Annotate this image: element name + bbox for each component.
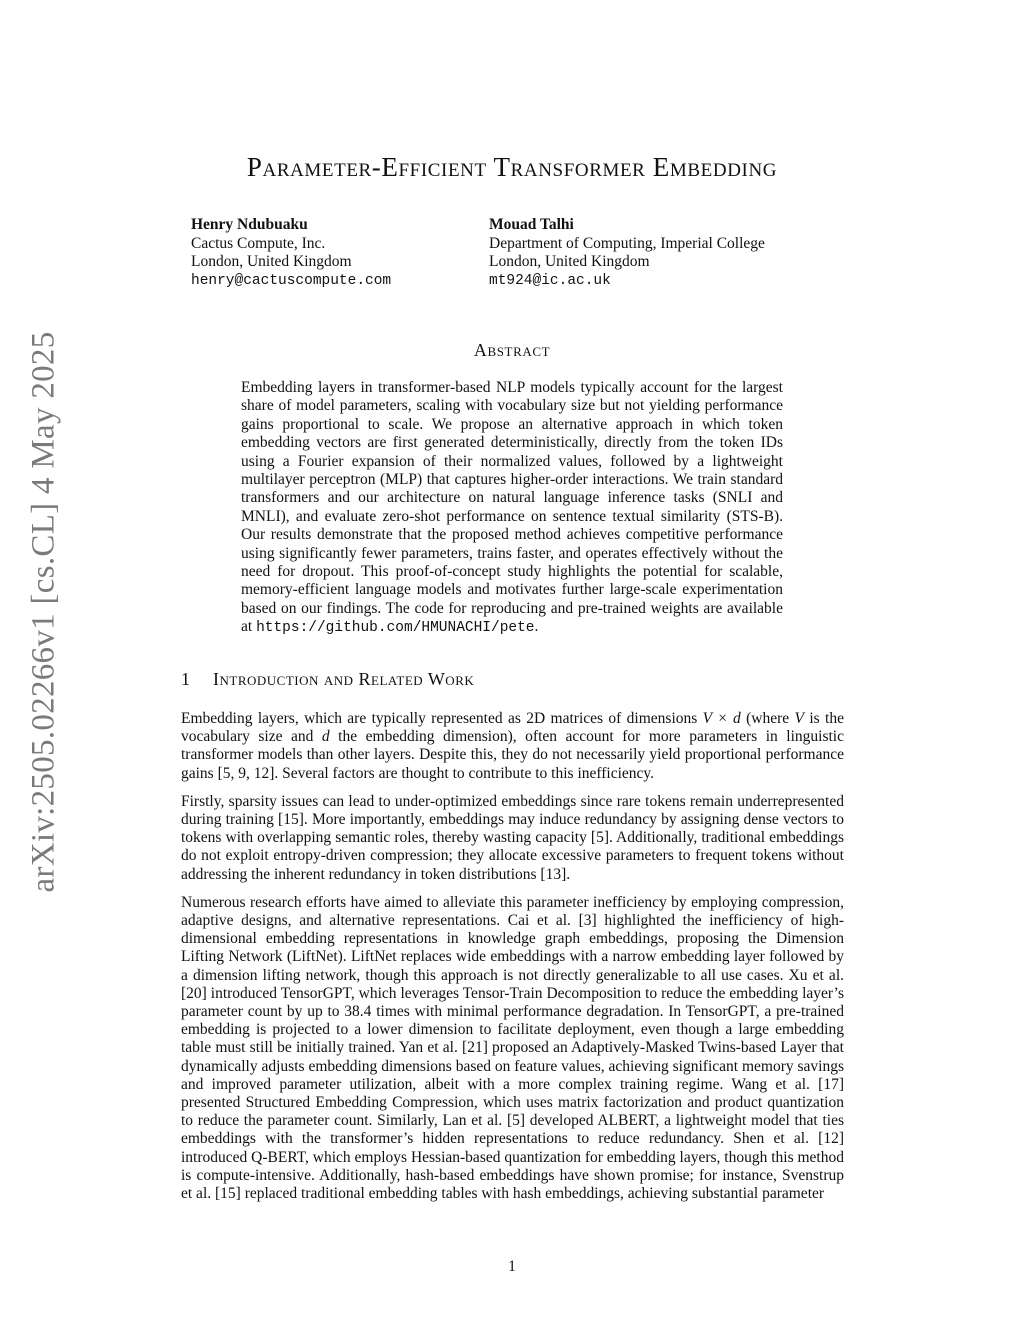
paragraph-text: (where [740, 710, 795, 727]
author-email[interactable]: mt924@ic.ac.uk [489, 272, 611, 289]
paragraph-text: Embedding layers, which are typically represented as 2D matrices of dimensions [181, 710, 703, 727]
paper-title: Parameter-Efficient Transformer Embedding [246, 152, 778, 182]
code-link[interactable]: https://github.com/HMUNACHI/pete [256, 620, 535, 637]
paragraph-text: the embedding dimension), often account for more parameters in linguistic transformer models than other layers. Despite this, they do not necessarily yield proportional performance gains [5, 9, 12]. Several factors are thought to contribute to this inefficiency. [181, 728, 844, 782]
math-dimensions: V × d [702, 710, 741, 727]
abstract-heading: Abstract [473, 340, 551, 360]
author-affiliation: Cactus Compute, Inc. [191, 234, 326, 252]
abstract-end: . [534, 618, 539, 636]
author-block-1 [191, 216, 391, 290]
paragraph-1 [181, 710, 844, 783]
arxiv-identifier-stamp: arXiv:2505.02266v1 [cs.CL] 4 May 2025 [25, 331, 62, 893]
author-affiliation: Department of Computing, Imperial College [489, 234, 765, 252]
author-location: London, United Kingdom [489, 253, 650, 271]
abstract-text [241, 379, 783, 638]
section-number: 1 [181, 669, 191, 689]
author-email[interactable]: henry@cactuscompute.com [191, 272, 392, 289]
author-name: Henry Ndubuaku [191, 216, 308, 233]
page-number: 1 [508, 1258, 516, 1275]
paragraph-text: is the vocabulary size and [181, 710, 844, 746]
math-dim-symbol: d [321, 728, 330, 746]
section-heading [181, 669, 474, 690]
abstract-body: Embedding layers in transformer-based NLP models typically account for the largest share of model parameters, scaling with vocabulary size but not yielding performance gains proportional to scale. We propose an alternative approach in which token embedding vectors are first generated deterministically, directly from the token IDs using a Fourier expansion of their normalized values, followed by a lightweight multilayer perceptron (MLP) that captures higher-order interactions. We train standard transformers and our architecture on natural language inference tasks (SNLI and MNLI), and evaluate zero-shot performance on sentence textual similarity (STS-B). Our results demonstrate that the proposed method achieves competitive performance using significantly fewer parameters, trains faster, and operates effectively without the need for dropout. This proof-of-concept study highlights the potential for scalable, memory-efficient language models and motivates further large-scale experimentation based on our findings. The code for reproducing and pre-trained weights are available at [241, 379, 783, 636]
author-block-2 [489, 216, 765, 290]
author-name: Mouad Talhi [489, 216, 574, 233]
section-body [181, 710, 844, 1213]
section-title: Introduction and Related Work [213, 669, 475, 689]
paragraph-2: Firstly, sparsity issues can lead to under-optimized embeddings since rare tokens remain underrepresented during training [15]. More importantly, embeddings may induce redundancy by assigning dense vectors to tokens with overlapping semantic roles, thereby wasting capacity [5]. Additionally, traditional embeddings do not exploit entropy-driven compression; they allocate excessive parameters to frequent tokens without addressing the inherent redundancy in token distributions [13]. [181, 792, 844, 883]
paragraph-3: Numerous research efforts have aimed to alleviate this parameter inefficiency by employing compression, adaptive designs, and alternative representations. Cai et al. [3] highlighted the inefficiency of high-dimensional embedding representations in knowledge graph embeddings, proposing the Dimension Lifting Network (LiftNet). LiftNet replaces wide embeddings with a narrow embedding layer followed by a dimension lifting network, though this approach is not directly generalizable to all use cases. Xu et al. [20] introduced TensorGPT, which leverages Tensor-Train Decomposition to reduce the embedding layer’s parameter count by up to 38.4 times with minimal performance degradation. In TensorGPT, a pre-trained embedding is projected to a lower dimension to facilitate deployment, even though a large embedding table must still be initially trained. Yan et al. [21] proposed an Adaptively-Masked Twins-based Layer that dynamically adjusts embedding dimensions based on feature values, achieving significant memory savings and improved parameter utilization, albeit with a more complex training regime. Wang et al. [17] presented Structured Embedding Compression, which uses matrix factorization and product quantization to reduce the parameter count. Similarly, Lan et al. [5] developed ALBERT, a lightweight model that ties embeddings with the transformer’s hidden representations to reduce redundancy. Shen et al. [12] introduced Q-BERT, which employs Hessian-based quantization for embedding layers, though this method is compute-intensive. Additionally, hash-based embeddings have shown promise; for instance, Svenstrup et al. [15] replaced traditional embedding tables with hash embeddings, achieving substantial parameter [181, 893, 844, 1203]
math-vocab-symbol: V [794, 710, 804, 727]
author-location: London, United Kingdom [191, 253, 352, 271]
